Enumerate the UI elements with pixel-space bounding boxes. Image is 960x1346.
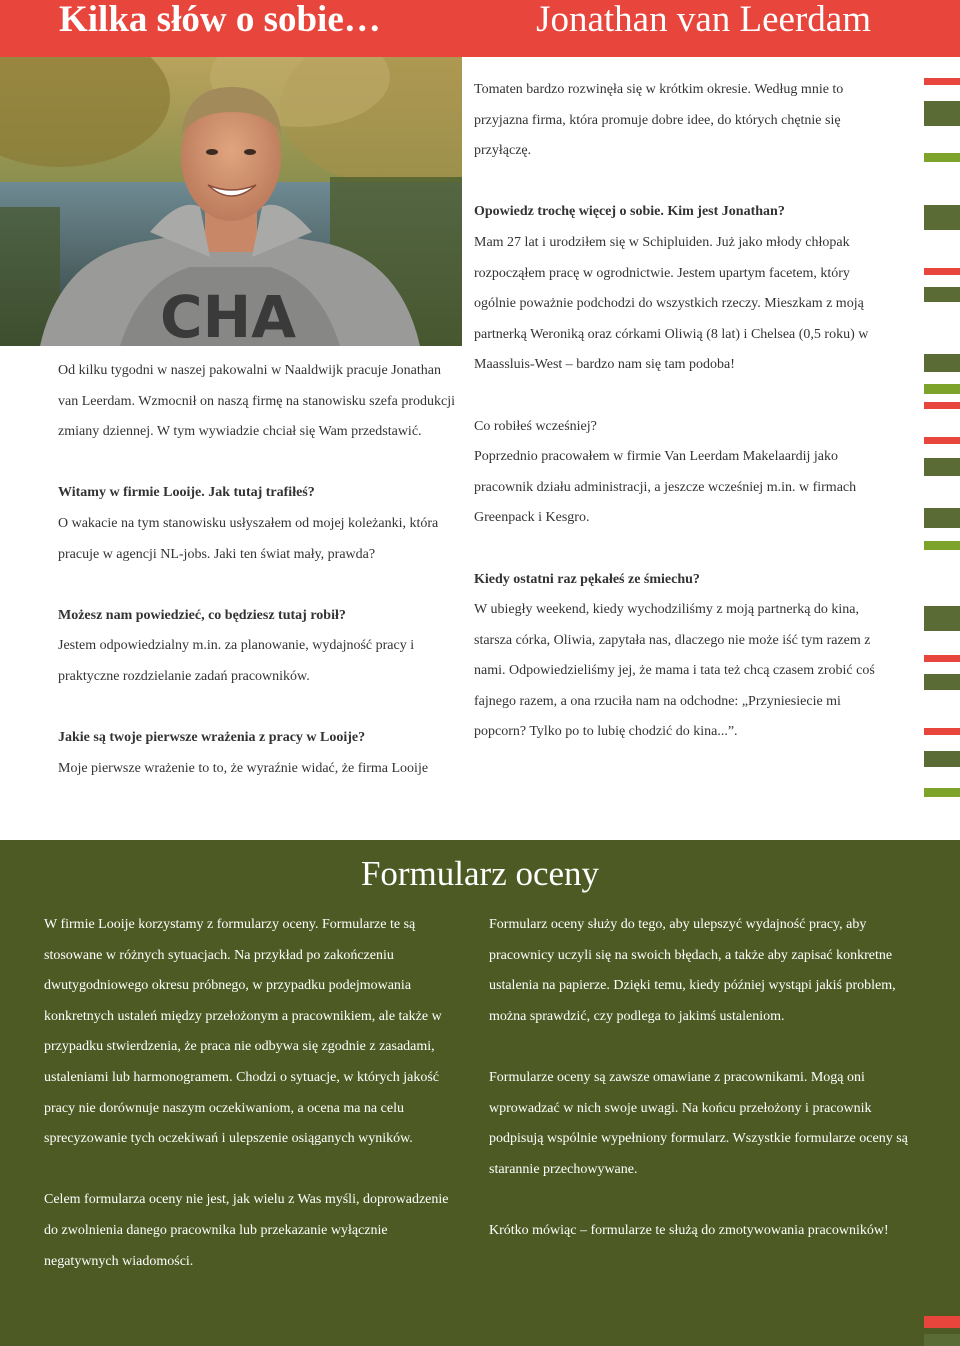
stripe xyxy=(924,606,960,631)
stripe xyxy=(924,437,960,444)
stripe xyxy=(924,1334,960,1346)
stripe xyxy=(924,287,960,302)
answer-5: Poprzednio pracowałem w firmie Van Leerdam Makelaardij jako pracownik działu administracji, a jeszcze wcześniej m.in. w firmach Greenpack i Kesgro. xyxy=(474,449,857,526)
answer-2: Jestem odpowiedzialny m.in. za planowanie, wydajność pracy i praktyczne rozdzielanie zadań pracowników. xyxy=(58,638,415,684)
stripe xyxy=(924,384,960,394)
panel-paragraph: W firmie Looije korzystamy z formularzy oceny. Formularze te są stosowane w różnych sytuacjach. Na przykład po zakończeniu dwutygodniowego okresu próbnego, w przypadku podejmowania konkretnych ustaleń między przełożonym a pracownikiem, ale także w przypadku stwierdzenia, że praca nie odbywa się zgodnie z zasadami, ustaleniami lub harmonogramem. Chodzi o sytuacje, w których jakość pracy nie dorównuje naszym oczekiwaniom, a ocena ma na celu sprecyzowanie tych oczekiwań i ulepszenie osiąganych wyników. xyxy=(44,917,442,1147)
stripe xyxy=(924,674,960,690)
interview-left-column xyxy=(58,356,458,784)
question-4: Opowiedz trochę więcej o sobie. Kim jest Jonathan? xyxy=(474,204,785,220)
panel-right-column xyxy=(489,910,909,1247)
stripe xyxy=(924,402,960,409)
stripe xyxy=(924,153,960,162)
panel-paragraph: Krótko mówiąc – formularze te służą do zmotywowania pracowników! xyxy=(489,1222,889,1238)
stripe xyxy=(924,541,960,550)
question-1: Witamy w firmie Looije. Jak tutaj trafiłeś? xyxy=(58,485,315,501)
panel-paragraph: Formularze oceny są zawsze omawiane z pracownikami. Mogą oni wprowadzać w nich swoje uwagi. Na końcu przełożony i pracownik podpisują wspólnie wypełniony formularz. Wszystkie formularze oceny są starannie przechowywane. xyxy=(489,1069,908,1177)
stripe xyxy=(924,354,960,372)
section-title: Kilka słów o sobie… xyxy=(59,0,381,40)
stripe xyxy=(924,268,960,275)
interview-right-column xyxy=(474,75,894,748)
stripe xyxy=(924,655,960,662)
stripe xyxy=(924,751,960,767)
question-6: Kiedy ostatni raz pękałeś ze śmiechu? xyxy=(474,571,700,587)
panel-paragraph: Formularz oceny służy do tego, aby ulepszyć wydajność pracy, aby pracownicy uczyli się na swoich błędach, a także aby zapisać konkretne ustalenia na papierze. Dzięki temu, kiedy później wystąpi jakiś problem, można sprawdzić, czy podlega to jakimś ustaleniom. xyxy=(489,917,896,1024)
stripe xyxy=(924,788,960,797)
question-3: Jakie są twoje pierwsze wrażenia z pracy w Looije? xyxy=(58,730,366,746)
stripe xyxy=(924,78,960,85)
answer-3: Moje pierwsze wrażenie to to, że wyraźnie widać, że firma Looije xyxy=(58,760,429,776)
interview-intro: Od kilku tygodni w naszej pakowalni w Naaldwijk pracuje Jonathan van Leerdam. Wzmocnił on naszą firmę na stanowisku szefa produkcji zmiany dziennej. W tym wywiadzie chciał się Wam przedstawić. xyxy=(58,363,456,440)
stripe xyxy=(924,458,960,476)
portrait-photo xyxy=(0,57,462,346)
svg-text:CHA: CHA xyxy=(160,283,296,346)
answer-4: Mam 27 lat i urodziłem się w Schipluiden. Już jako młody chłopak rozpocząłem pracę w ogrodnictwie. Jestem upartym facetem, który ogólnie poważnie podchodzi do wszystkich rzeczy. Mieszkam z moją partnerką Weroniką oraz córkami Oliwią (8 lat) i Chelsea (0,5 roku) w Maassluis-West – bardzo nam się tam podoba! xyxy=(474,234,869,373)
panel-title: Formularz oceny xyxy=(360,854,600,893)
answer-3-continued: Tomaten bardzo rozwinęła się w krótkim okresie. Według mnie to przyjazna firma, która promuje dobre idee, do których chętnie się przyłączę. xyxy=(474,82,844,159)
stripe xyxy=(924,1316,960,1328)
panel-paragraph: Celem formularza oceny nie jest, jak wielu z Was myśli, doprowadzenie do zwolnienia danego pracownika lub przekazanie wyłącznie negatywnych wiadomości. xyxy=(44,1192,449,1269)
stripe xyxy=(924,508,960,528)
decorative-stripes-bottom xyxy=(924,1300,960,1346)
panel-left-column xyxy=(44,910,464,1277)
question-5: Co robiłeś wcześniej? xyxy=(474,418,597,434)
decorative-stripes xyxy=(924,0,960,840)
stripe xyxy=(924,101,960,126)
question-2: Możesz nam powiedzieć, co będziesz tutaj robił? xyxy=(58,607,346,623)
answer-6: W ubiegły weekend, kiedy wychodziliśmy z moją partnerką do kina, starsza córka, Oliwia, zapytała nas, dlaczego nie może iść tym razem z nami. Odpowiedzieliśmy jej, że mama i tata też chcą czasem zrobić coś fajnego razem, a ona rzuciła nam na odchodne: „Przyniesiecie mi popcorn? Tylko po to lubię chodzić do kina...”. xyxy=(474,602,875,740)
person-name-title: Jonathan van Leerdam xyxy=(536,0,871,40)
stripe xyxy=(924,728,960,735)
answer-1: O wakacie na tym stanowisku usłyszałem od mojej koleżanki, która pracuje w agencji NL-jobs. Jaki ten świat mały, prawda? xyxy=(58,515,439,562)
stripe xyxy=(924,205,960,230)
